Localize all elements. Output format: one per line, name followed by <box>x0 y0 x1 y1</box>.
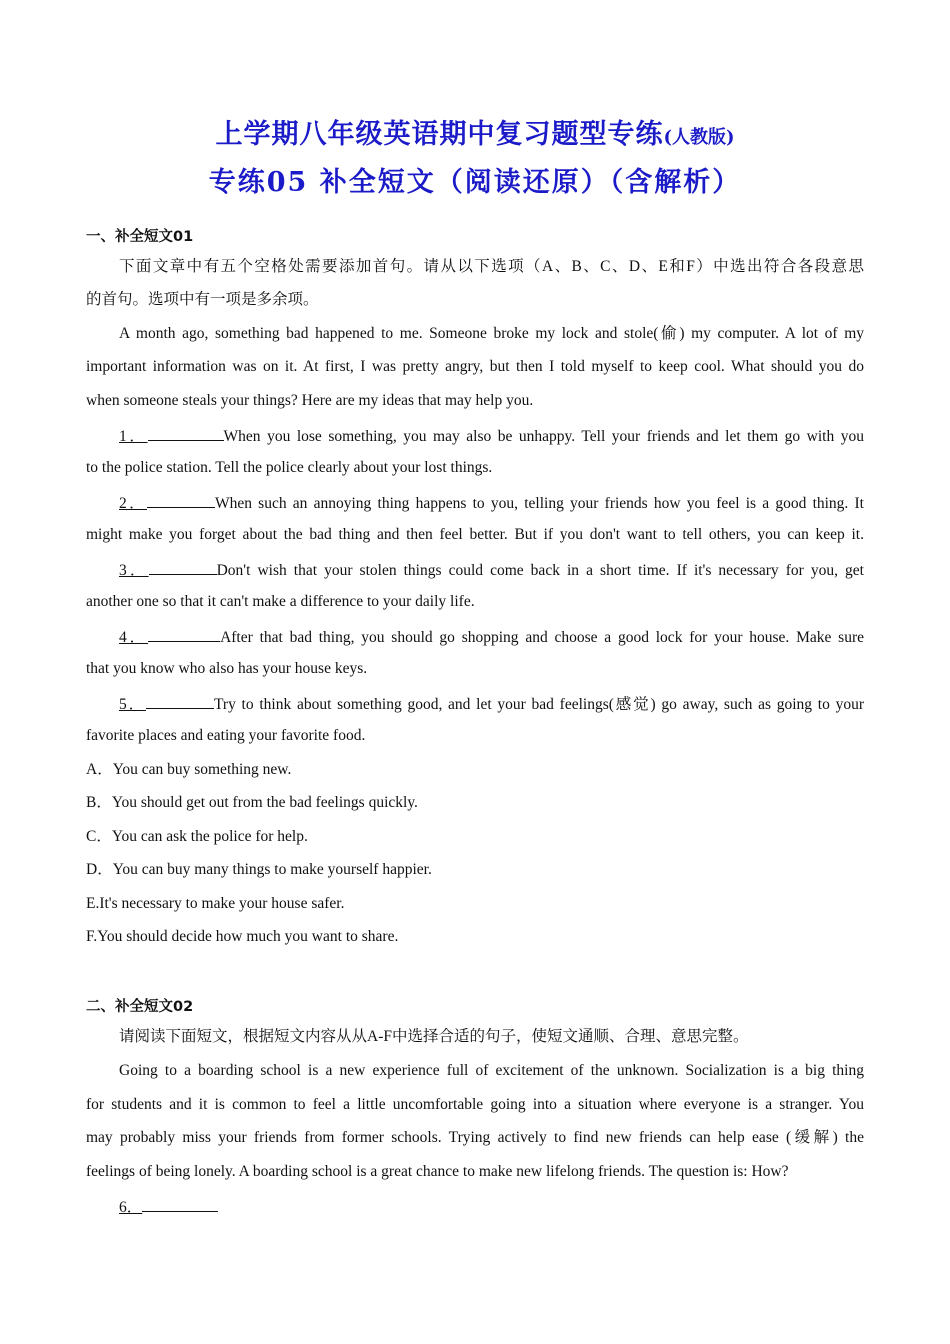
q3-text: Don't wish that your stolen things could come back in a short time. If it's necessary for you, get <box>216 562 864 579</box>
question-3-line2: another one so that it can't make a difference to your daily life. <box>86 593 475 610</box>
q2-number: 2． <box>119 495 147 512</box>
question-4 <box>86 626 864 648</box>
option-b: B．You should get out from the bad feelings quickly. <box>86 794 418 811</box>
option-f: F.You should decide how much you want to share. <box>86 928 399 945</box>
option-c: C．You can ask the police for help. <box>86 828 308 845</box>
section1-heading: 一、补全短文01 <box>86 229 194 245</box>
q1-blank[interactable] <box>148 425 224 441</box>
question-1 <box>86 425 864 447</box>
question-5 <box>86 693 864 715</box>
q5-number: 5． <box>119 696 146 713</box>
option-a: A．You can buy something new. <box>86 761 292 778</box>
q4-blank[interactable] <box>148 626 220 642</box>
passage2-line1: Going to a boarding school is a new experience full of excitement of the unknown. Socialization is a big thing <box>119 1062 864 1079</box>
question-2 <box>86 492 864 514</box>
q1-number: 1． <box>119 428 148 445</box>
title-edition: (人教版) <box>663 127 735 148</box>
option-e: E.It's necessary to make your house safer. <box>86 895 345 912</box>
document-title <box>0 112 950 151</box>
q1-text: When you lose something, you may also be unhappy. Tell your friends and let them go with you <box>223 428 864 445</box>
intro-line2: important information was on it. At first, I was pretty angry, but then I told myself to keep cool. What should you do <box>86 358 864 375</box>
question-1-line2: to the police station. Tell the police clearly about your lost things. <box>86 459 493 476</box>
title-main: 上学期八年级英语期中复习题型专练 <box>215 119 664 150</box>
q3-blank[interactable] <box>149 559 217 575</box>
question-4-line2: that you know who also has your house keys. <box>86 660 368 677</box>
q6-number: 6． <box>119 1199 143 1216</box>
option-d: D．You can buy many things to make yourself happier. <box>86 861 432 878</box>
q5-text: Try to think about something good, and let your bad feelings(感觉) go away, such as going to your <box>213 696 864 713</box>
q3-number: 3． <box>119 562 149 579</box>
section2-heading: 二、补全短文02 <box>86 999 194 1015</box>
passage2-line2: for students and it is common to feel a little uncomfortable going into a situation where everyone is a stranger. You <box>86 1096 864 1113</box>
q4-text: After that bad thing, you should go shopping and choose a good lock for your house. Make sure <box>220 629 864 646</box>
section1-instruction-line2: 的首句。选项中有一项是多余项。 <box>86 291 319 308</box>
q2-text: When such an annoying thing happens to you, telling your friends how you feel is a good thing. It <box>214 495 864 512</box>
question-2-line2: might make you forget about the bad thing and then feel better. But if you don't want to tell others, you can keep it. <box>86 526 864 543</box>
section2-instruction: 请阅读下面短文，根据短文内容从从A-F中选择合适的句子，使短文通顺、合理、意思完整。 <box>119 1028 749 1045</box>
q4-number: 4． <box>119 629 149 646</box>
question-6 <box>86 1196 864 1218</box>
q5-blank[interactable] <box>146 693 214 709</box>
section1-instruction-line1: 下面文章中有五个空格处需要添加首句。请从以下选项（A、B、C、D、E和F）中选出符合各段意思 <box>119 258 864 275</box>
q2-blank[interactable] <box>147 492 215 508</box>
document-subtitle: 专练05 补全短文（阅读还原）（含解析） <box>208 167 742 198</box>
q6-blank[interactable] <box>142 1196 218 1212</box>
intro-line1: A month ago, something bad happened to me. Someone broke my lock and stole(偷) my computer. A lot of my <box>119 325 864 342</box>
intro-line3: when someone steals your things? Here are my ideas that may help you. <box>86 392 534 409</box>
question-3 <box>86 559 864 581</box>
passage2-line4: feelings of being lonely. A boarding school is a great chance to make new lifelong friends. The question is: How? <box>86 1163 789 1180</box>
question-5-line2: favorite places and eating your favorite food. <box>86 727 366 744</box>
passage2-line3: may probably miss your friends from former schools. Trying actively to find new friends can help ease (缓解) the <box>86 1129 864 1146</box>
